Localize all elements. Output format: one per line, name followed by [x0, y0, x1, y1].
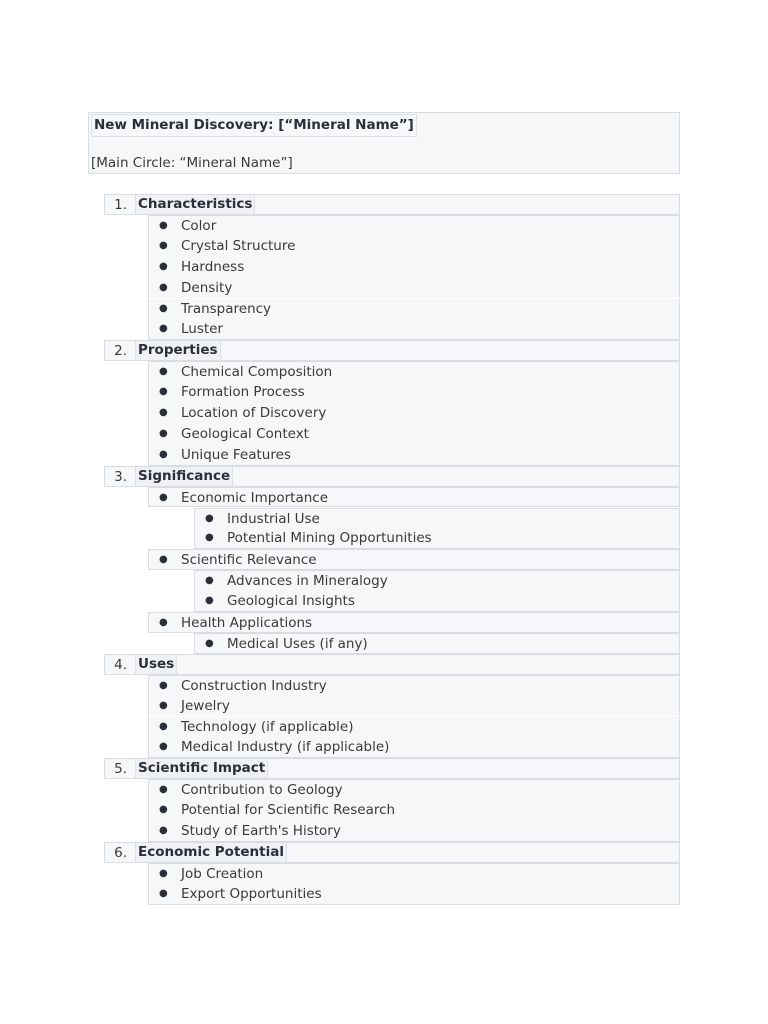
list-item [148, 445, 680, 466]
sub-list-item [194, 528, 680, 549]
list-item [148, 675, 680, 696]
list-item-label: Health Applications [181, 615, 313, 631]
list-item [148, 737, 680, 758]
sub-list-item [194, 570, 680, 591]
bullet-icon: ● [159, 554, 168, 566]
list-item [148, 863, 680, 884]
list-item-label: Scientific Relevance [181, 552, 317, 569]
list-item [148, 884, 680, 905]
bullet-icon: ● [159, 887, 168, 899]
section-title: Properties [135, 341, 221, 360]
section-heading-row [104, 654, 680, 675]
section-heading-row [104, 758, 680, 779]
list-item-label: Chemical Composition [181, 364, 333, 381]
bullet-icon: ● [205, 512, 214, 524]
document-title: New Mineral Discovery: [“Mineral Name”] [91, 114, 417, 137]
list-item-label: Contribution to Geology [181, 782, 343, 799]
bullet-icon: ● [159, 366, 168, 378]
bullet-icon: ● [159, 804, 168, 816]
sub-list-item-label: Advances in Mineralogy [227, 573, 388, 590]
bullet-icon: ● [159, 679, 168, 691]
bullet-icon: ● [205, 637, 214, 649]
list-item-label: Technology (if applicable) [181, 718, 354, 735]
list-item [148, 319, 680, 340]
section-title: Characteristics [135, 195, 255, 214]
bullet-icon: ● [159, 448, 168, 460]
list-item-label: Color [181, 217, 217, 234]
list-item [148, 549, 680, 570]
bullet-icon: ● [159, 699, 168, 711]
sub-list-item-label: Geological Insights [227, 593, 355, 610]
bullet-icon: ● [205, 595, 214, 607]
bullet-icon: ● [159, 302, 168, 314]
list-item [148, 821, 680, 842]
bullet-icon: ● [159, 386, 168, 398]
list-item [148, 800, 680, 821]
sub-list-item-label: Medical Uses (if any) [227, 635, 368, 652]
section-number: 3. [114, 468, 127, 485]
bullet-icon: ● [159, 323, 168, 335]
list-item-label: Job Creation [181, 865, 264, 882]
list-item-label: Location of Discovery [181, 405, 327, 421]
bullet-icon: ● [159, 260, 168, 272]
list-item-label: Density [181, 279, 233, 296]
list-item-label: Transparency [181, 300, 272, 317]
list-item-label: Export Opportunities [181, 885, 322, 902]
section-number: 2. [114, 343, 127, 360]
list-item-label: Construction Industry [181, 677, 327, 694]
bullet-icon: ● [159, 281, 168, 293]
list-item [148, 403, 680, 424]
sub-list-item [194, 508, 680, 529]
list-item-label: Formation Process [181, 384, 305, 401]
list-item [148, 257, 680, 278]
list-item-label: Hardness [181, 258, 245, 275]
section-title: Economic Potential [135, 843, 287, 862]
list-item-label: Crystal Structure [181, 237, 296, 254]
bullet-icon: ● [159, 407, 168, 418]
list-item [148, 717, 680, 738]
bullet-icon: ● [159, 617, 168, 628]
main-circle-text: [Main Circle: “Mineral Name”] [91, 155, 293, 171]
list-item-label: Luster [181, 321, 224, 338]
section-title: Uses [135, 655, 177, 674]
outline-list [104, 194, 680, 910]
sub-list-item-label: Industrial Use [227, 510, 320, 527]
list-item-label: Economic Importance [181, 489, 329, 506]
bullet-icon: ● [159, 720, 168, 732]
list-item [148, 236, 680, 257]
list-item [148, 361, 680, 382]
header-box [88, 112, 680, 174]
section-title: Scientific Impact [135, 759, 268, 778]
list-item-label: Jewelry [181, 697, 230, 714]
bullet-icon: ● [159, 427, 168, 439]
section-number: 4. [114, 656, 127, 673]
list-item-label: Potential for Scientific Research [181, 802, 396, 819]
list-item [148, 487, 680, 508]
bullet-icon: ● [159, 825, 168, 836]
bullet-icon: ● [159, 491, 168, 503]
section-title: Significance [135, 467, 233, 486]
bullet-icon: ● [205, 575, 214, 587]
sub-list-item [194, 591, 680, 612]
section-number: 6. [114, 844, 127, 861]
bullet-icon: ● [159, 219, 168, 231]
list-item [148, 382, 680, 403]
list-item [148, 299, 680, 320]
list-item [148, 779, 680, 800]
list-item-label: Medical Industry (if applicable) [181, 739, 390, 756]
bullet-icon: ● [159, 239, 168, 251]
list-item-label: Geological Context [181, 425, 309, 442]
list-item-label: Study of Earth's History [181, 823, 341, 839]
sub-list-item-label: Potential Mining Opportunities [227, 530, 432, 547]
bullet-icon: ● [205, 532, 214, 544]
list-item [148, 612, 680, 633]
list-item [148, 696, 680, 717]
section-heading-row [104, 340, 680, 361]
section-heading-row [104, 466, 680, 487]
section-heading-row [104, 194, 680, 215]
bullet-icon: ● [159, 867, 168, 879]
list-item [148, 215, 680, 236]
section-number: 5. [114, 761, 127, 778]
sub-list-item [194, 633, 680, 654]
section-heading-row [104, 842, 680, 863]
list-item [148, 278, 680, 299]
list-item-label: Unique Features [181, 446, 291, 463]
bullet-icon: ● [159, 741, 168, 753]
section-number: 1. [114, 197, 127, 213]
bullet-icon: ● [159, 784, 168, 796]
list-item [148, 424, 680, 445]
